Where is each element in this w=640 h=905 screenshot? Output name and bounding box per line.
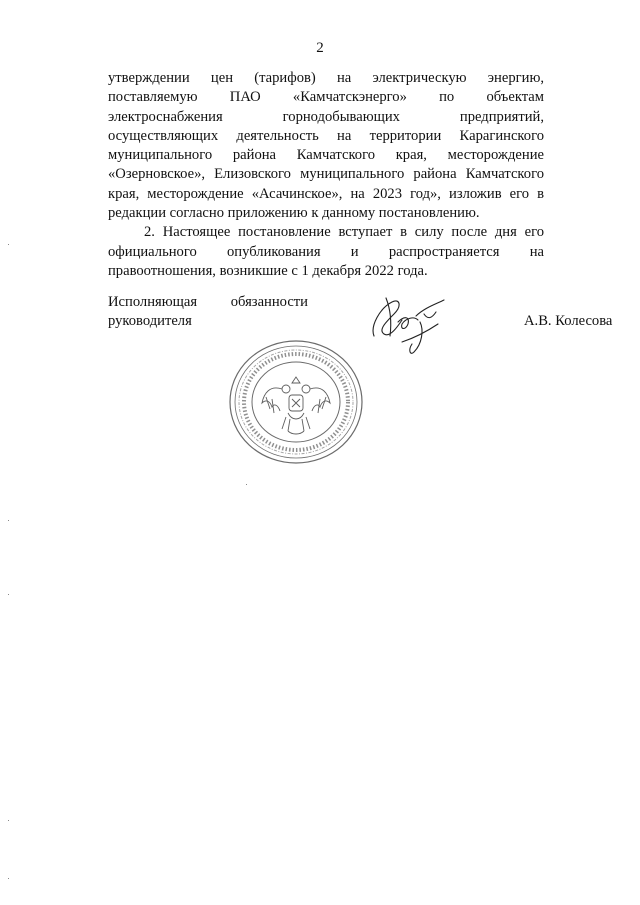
handwritten-signature xyxy=(362,286,454,364)
signatory-name: А.В. Колесова xyxy=(524,313,613,329)
page-number: 2 xyxy=(316,40,324,56)
scan-artifact xyxy=(8,878,9,879)
paragraph-2: 2. Настоящее постановление вступает в силу после дня его официального опубликования и распространяется на правоотношения, возникшие с 1 декабря 2022 года. xyxy=(108,224,544,279)
scan-artifact xyxy=(8,594,9,595)
signatory-title-word-1: Исполняющая xyxy=(108,294,198,310)
body-text xyxy=(108,69,544,281)
scan-artifact xyxy=(8,820,9,821)
signatory-title-word-2: обязанности xyxy=(230,294,308,310)
scan-artifact xyxy=(246,484,247,485)
official-seal xyxy=(226,337,366,467)
eagle-emblem-icon xyxy=(262,377,330,434)
signatory-title-line-2: руководителя xyxy=(108,313,192,329)
scan-artifact xyxy=(8,520,9,521)
signatory-title xyxy=(108,293,308,331)
paragraph-1: утверждении цен (тарифов) на электрическую энергию, поставляемую ПАО «Камчатскэнерго» по объектам электроснабжения горнодобывающих предприятий, осуществляющих деятельность на территории Карагинского муниципального района Камчатского края, месторождение «Озерновское», Елизовского муниципального района Камчатского края, месторождение «Асачинское», на 2023 год», изложив его в редакции согласно приложению к данному постановлению. xyxy=(108,70,544,222)
scan-artifact xyxy=(8,244,9,245)
